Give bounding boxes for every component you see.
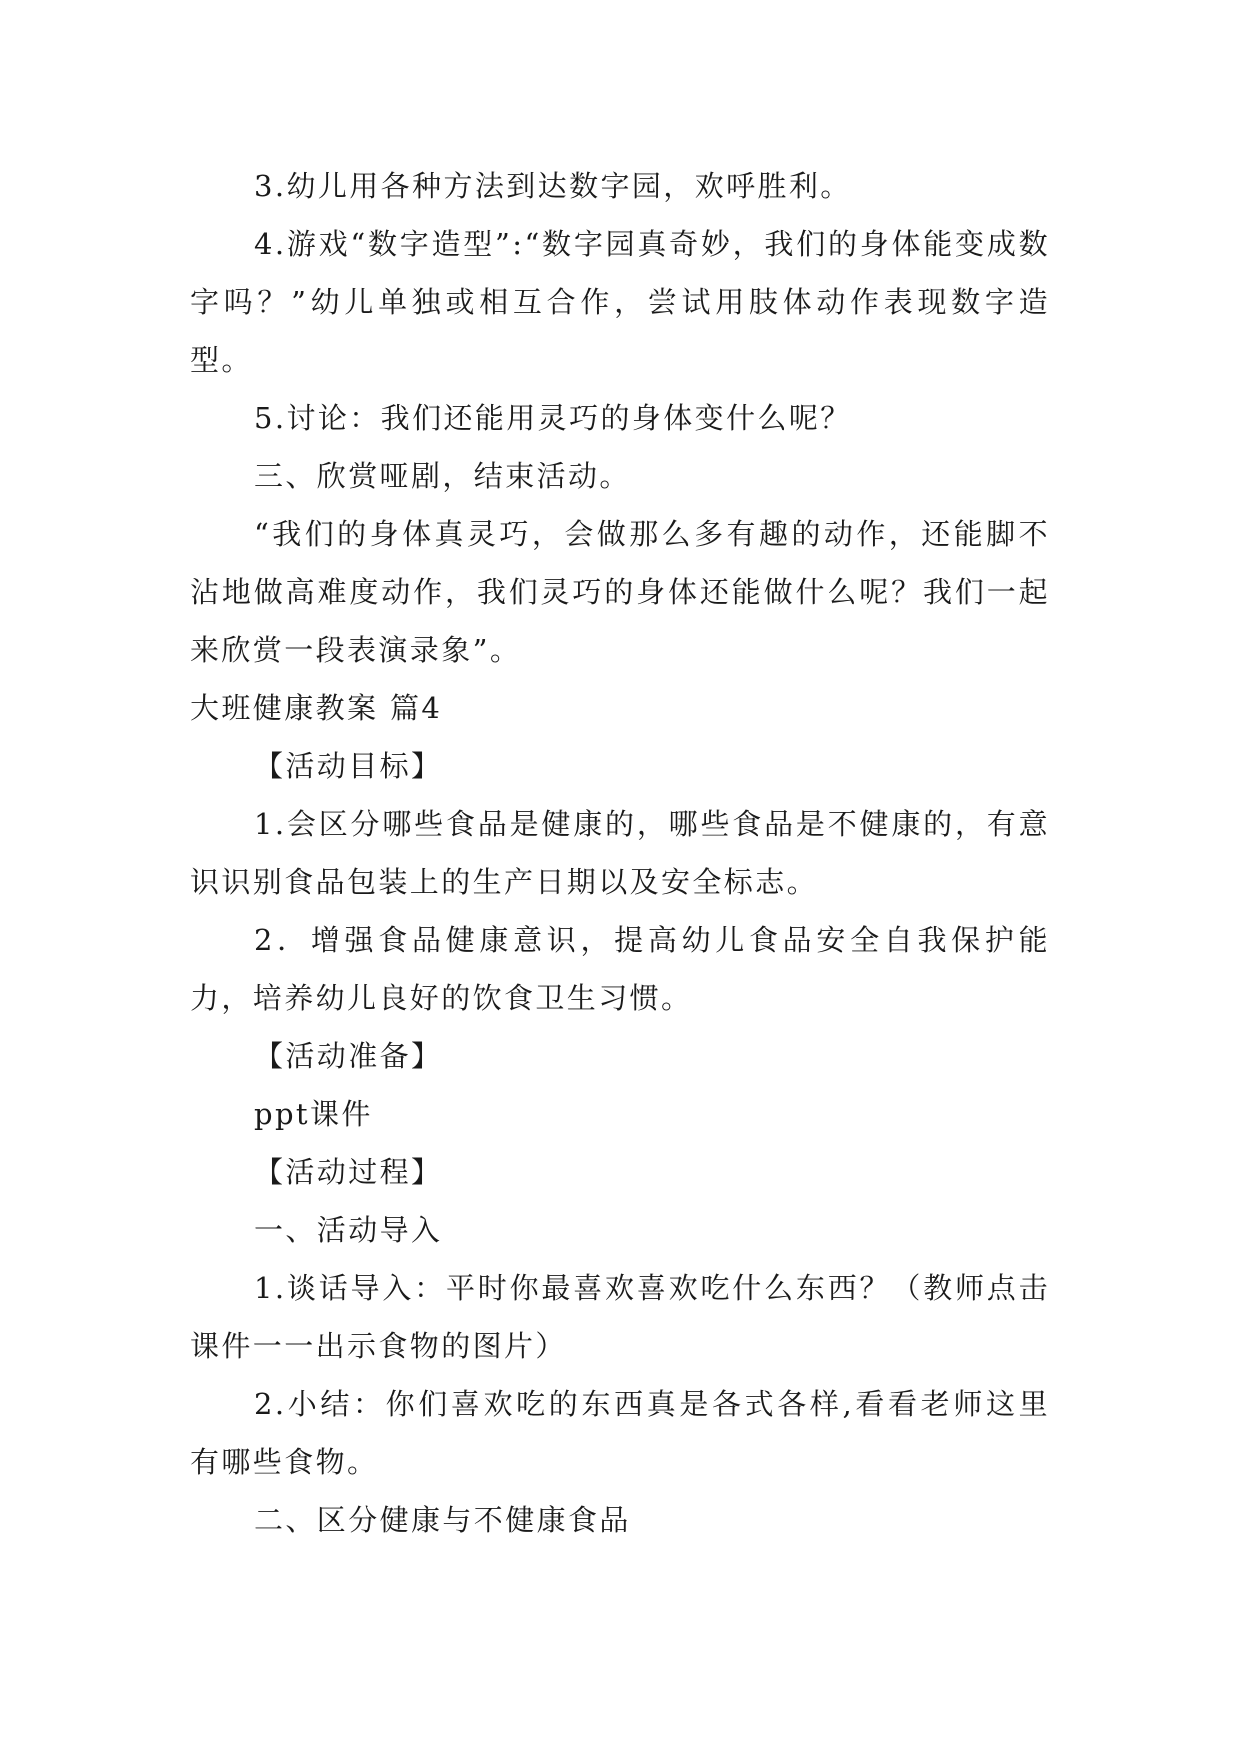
paragraph: 2.小结：你们喜欢吃的东西真是各式各样,看看老师这里有哪些食物。 <box>190 1387 1050 1479</box>
section-label: 【活动准备】 <box>254 1039 443 1073</box>
document-body <box>190 157 1050 1549</box>
paragraph: 1.谈话导入：平时你最喜欢喜欢吃什么东西？（教师点击课件一一出示食物的图片） <box>190 1271 1050 1363</box>
lesson-title: 大班健康教案 篇4 <box>190 691 443 725</box>
paragraph: “我们的身体真灵巧，会做那么多有趣的动作，还能脚不沾地做高难度动作，我们灵巧的身体还能做什么呢？我们一起来欣赏一段表演录象”。 <box>190 517 1050 667</box>
paragraph: 4.游戏“数字造型”:“数字园真奇妙，我们的身体能变成数字吗？”幼儿单独或相互合作，尝试用肢体动作表现数字造型。 <box>190 227 1050 377</box>
paragraph: 2．增强食品健康意识，提高幼儿食品安全自我保护能力，培养幼儿良好的饮食卫生习惯。 <box>190 923 1050 1015</box>
paragraph: ppt课件 <box>254 1097 373 1131</box>
section-heading: 三、欣赏哑剧，结束活动。 <box>254 459 631 493</box>
section-heading: 一、活动导入 <box>254 1213 443 1247</box>
paragraph: 5.讨论：我们还能用灵巧的身体变什么呢？ <box>254 401 852 435</box>
section-heading: 二、区分健康与不健康食品 <box>254 1503 631 1537</box>
paragraph: 3.幼儿用各种方法到达数字园，欢呼胜利。 <box>254 169 852 203</box>
section-label: 【活动目标】 <box>254 749 443 783</box>
section-label: 【活动过程】 <box>254 1155 443 1189</box>
paragraph: 1.会区分哪些食品是健康的，哪些食品是不健康的，有意识识别食品包装上的生产日期以及安全标志。 <box>190 807 1050 899</box>
